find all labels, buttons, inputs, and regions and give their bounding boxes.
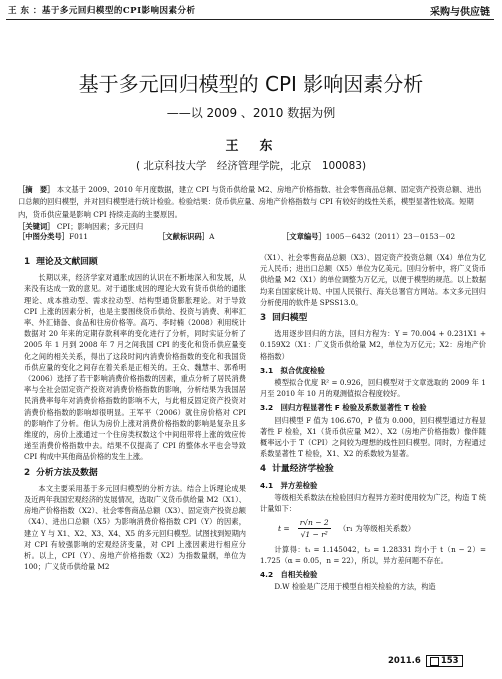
running-header — [0, 0, 502, 21]
left-column — [24, 252, 246, 572]
formula-fraction: $\frac{r√n - 2}{\text{√1 − r²}}$ — [299, 518, 329, 540]
author-affiliation: ( 北京科技大学 经济管理学院，北京 100083) — [135, 160, 367, 172]
article-number: ［文章编号］1005－6432（2011）23－0153－02 — [282, 232, 456, 241]
t-statistic-formula: t = $\frac{r√n - 2}{\text{√1 − r²}}$ （r₁ 为等级相关系数） — [278, 518, 416, 540]
subsection-heading-3-2: 3.2 回归方程显著性 F 检验及系数显著性 T 检验 — [260, 403, 427, 413]
abstract-label: ［摘 要］ — [18, 185, 55, 194]
subsection-heading-4-1: 4.1 异方差检验 — [260, 480, 318, 490]
abstract-block — [18, 184, 484, 234]
page-number: 153 — [440, 656, 459, 666]
keywords-label: ［关键词］ — [18, 222, 55, 232]
section-heading-3: 3 回归模型 — [260, 313, 308, 324]
subsection-heading-3-1: 3.1 拟合优度检验 — [260, 365, 325, 375]
journal-logo-icon — [430, 657, 439, 666]
keywords-text: CPI；影响因素；多元回归 — [56, 222, 144, 232]
article-title: 基于多元回归模型的 CPI 影响因素分析 — [78, 72, 424, 96]
article-subtitle: ——以 2009 、2010 数据为例 — [166, 106, 336, 120]
page-footer — [388, 655, 463, 667]
subsection-heading-4-2: 4.2 自相关检验 — [260, 570, 318, 580]
body-paragraph: D.W 检验是广泛用于模型自相关检验的方法，构造 — [274, 582, 436, 592]
abstract-paragraph — [18, 184, 484, 221]
header-rule — [6, 19, 494, 20]
body-paragraph: 回归模型 F 值为 106.670，P 值为 0.000，回归模型通过方程显著性 F 检验，X1（货币供应量 M2）、X2（房地产价格指数）像伴随概率远小于 T（CPI）之间较为理想的线性回归模型。同时，方程通过系数显著性 T 检验，X1、X2 的系数较为显著。 — [260, 415, 486, 459]
article-author: 王 东 — [225, 139, 277, 154]
right-column — [260, 252, 486, 592]
clc-code: ［中图分类号］F011 — [18, 232, 89, 241]
page-number-box — [426, 655, 463, 667]
section-heading-2: 2 分析方法及数据 — [24, 467, 98, 478]
body-paragraph: 模型拟合优度 R² = 0.926，回归模型对于文章选取的 2009 年 1 月至 2010 年 10 月的观测值拟合程度较好。 — [260, 378, 486, 399]
abstract-text: 本文基于 2009、2010 年月度数据，建立 CPI 与货币供给量 M2、房地产价格指数、社会零售商品总额、固定资产投资总额、进出口总额的回归模型，并对回归模型进行统计检验。检验结果：货币供应量、房地产价格指数与 CPI 有较好的线性关系，模型显著性较高。短期内，货币供应量是影响 CPI 持续走高的主要原因。 — [18, 185, 482, 219]
document-code: ［文献标识码］A — [158, 232, 215, 241]
body-paragraph: 本文主要采用基于多元回归模型的分析方法。结合上诉理论成果及近两年我国宏观经济的发展情况，选取广义货币供给量 M2（X1）、房地产价格指数（X2）、社会零售商品总额（X3）、固定资产投资总额（X4）、进出口总额（X5）为影响消费价格指数 CPI（Y）的因素，建立 Y 与 X1、X2、X3、X4、X5 的多元回归模型。试图找到短期内对 CPI 有较强影响的宏观经济变量，对 CPI 上涨因素进行相应分析。以上，CPI（Y）、房地产价格指数（X2）为指数量纲，单位为 100；广义货币供给量 M2 — [24, 483, 246, 572]
header-section-name: 采购与供应链 — [430, 7, 490, 18]
section-heading-4: 4 计量经济学检验 — [260, 464, 334, 475]
header-article-ref: 王 东 ：基于多元回归模型的CPI影响因素分析 — [8, 6, 196, 16]
body-paragraph: 等级相关系数法在检验回归方程异方差时使用较为广泛，构造 T 统计量如下： — [260, 492, 486, 514]
issue-date: 2011.6 — [388, 656, 421, 666]
body-paragraph: 选用逐步回归的方法，回归方程为：Y = 70.004 + 0.231X1 + 0.159X2（X1：广义货币供给量 M2，单位为万亿元；X2：房地产价格指数） — [260, 329, 486, 361]
body-paragraph: 长期以来，经济学家对通胀成因的认识在不断地深入和发展，从来没有达成一致的意见。对于通胀成因的理论大致有货币供给的通胀理论、成本推动型、需求拉动型、结构型通货膨胀理论。对于导致 CPI 上涨的因素分析，也是主要围绕货币供给、投资与消费、利率汇率、外汇储备、食品和往房价格等。高巧、李时楠（2008）利用统计数据对 20 年来的定期存款利率的变化进行了分析，同时实证分析了 2005 年 1 月到 2008 年 7 月之间我国 CPI 的变化和货币供应量变化之间的相关关系，得出了这段时间内消费价格指数的变化和我国货币供应量的变化之间存在着关系是正相关的。王众、魏慧丰、郭希明（2006）选择了若干影响消费价格指数的因素，重点分析了居民消费率与全社会固定资产投资对消费价格指数的影响，分析结果为我国居民消费率每年对消费价格指数的影响不大，与此相反固定资产投资对消费价格指数的影响却很明显。王军平（2006）就住房价格对 CPI 的影响作了分析。他认为房价上涨对消费价格指数的影响是复杂且多维度的，房价上涨通过一个住房类权数这个中间纽带将上涨的效应传递至消费价格指数中去。结果不仅提高了 CPI 的整体水平也会导致 CPI 构成中其他商品价格的发生上涨。 — [24, 273, 246, 462]
section-heading-1: 1 理论及文献回顾 — [24, 257, 98, 267]
body-paragraph: 计算得：t₁ = 1.145042，t₂ = 1.28331 均小于 t（n − 2）= 1.725（α = 0.05，n = 22），所以，异方差问题不存在。 — [260, 544, 486, 565]
body-paragraph: （X1）、社会零售商品总额（X3）、固定资产投资总额（X4）单位为亿元人民币；进出口总额（X5）单位为亿美元。回归分析中，将广义货币供给量 M2（X1）的单位调整为万亿元，以便于模型的规范。以上数据均来自国家统计局、中国人民银行、海关总署官方网站。本文多元回归分析使用的软件是 SPSS13.0。 — [260, 253, 486, 307]
